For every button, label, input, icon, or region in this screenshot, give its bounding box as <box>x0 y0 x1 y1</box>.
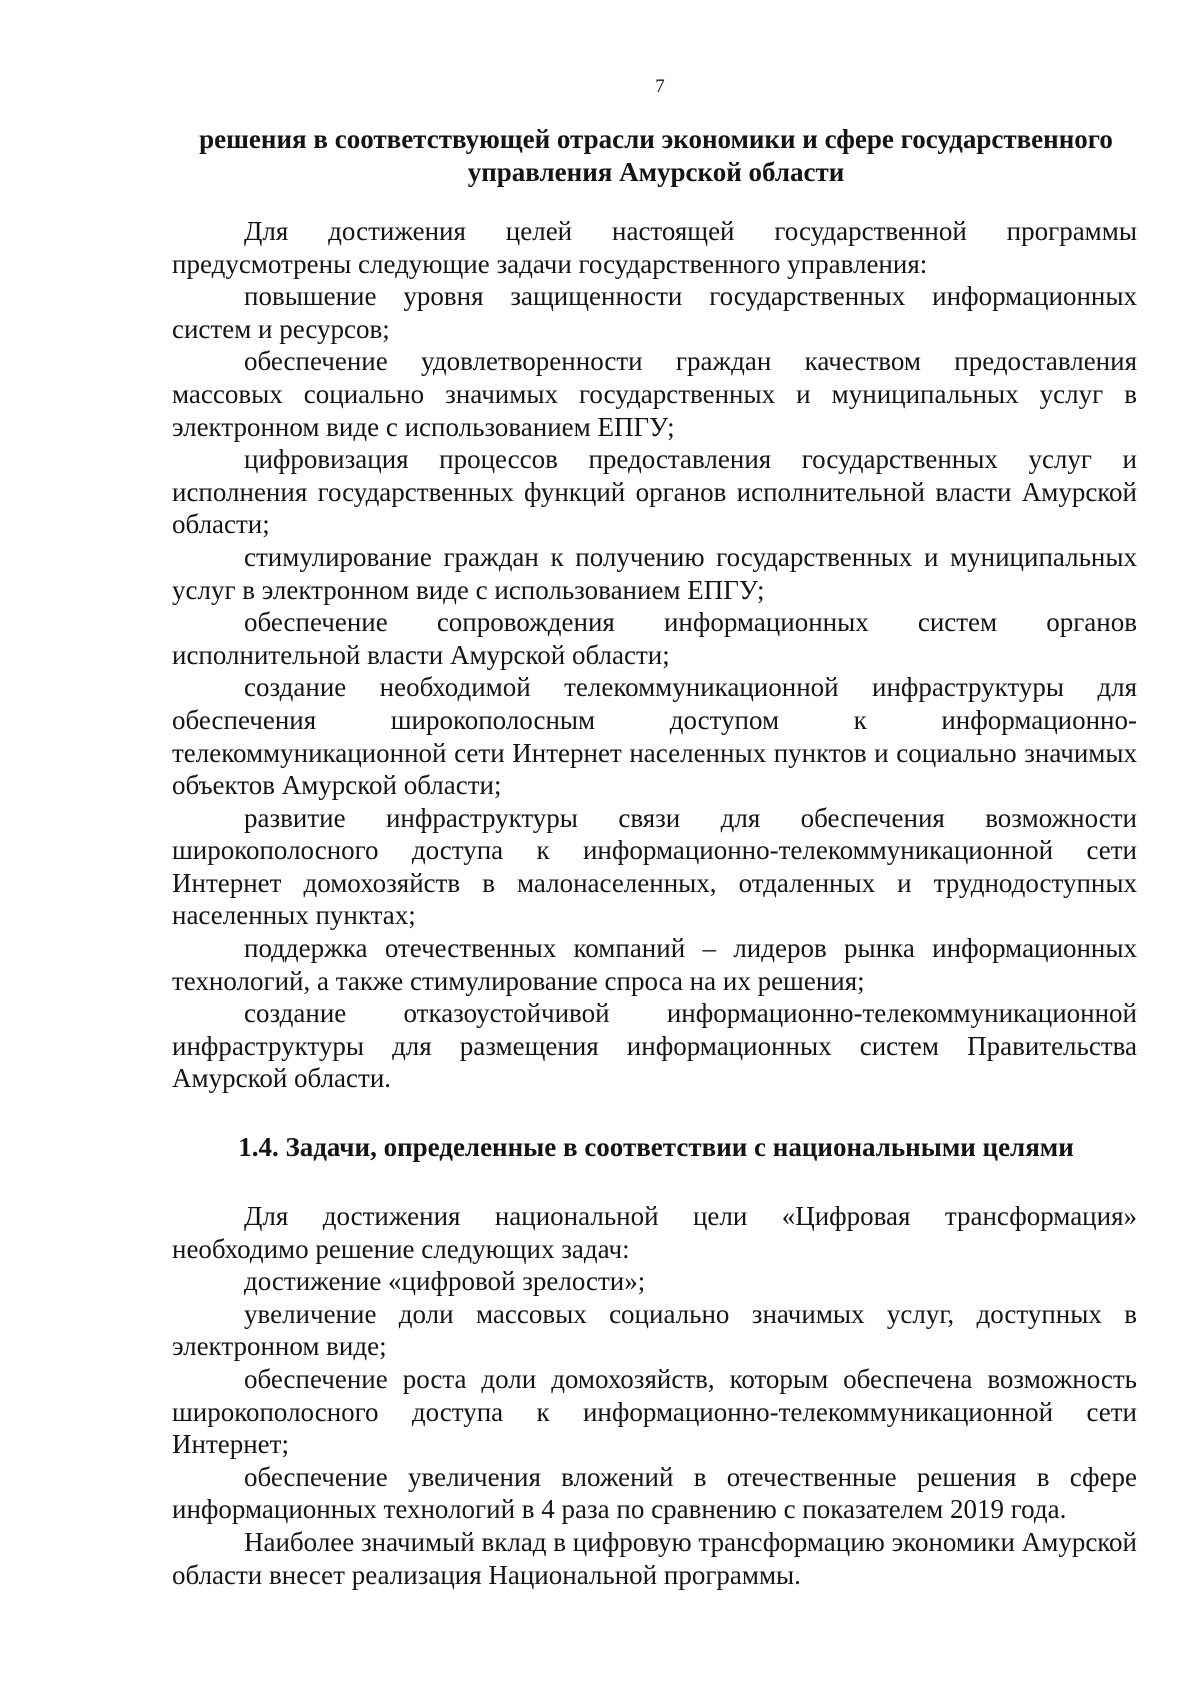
paragraph: увеличение доли массовых социально значимых услуг, доступных в электронном виде; <box>172 1298 1137 1362</box>
paragraph: развитие инфраструктуры связи для обеспечения возможности широкополосного доступа к информационно-телекоммуникационной сети Интернет домохозяйств в малонаселенных, отдаленных и труднодоступных населенных пунктах; <box>172 802 1137 931</box>
paragraph: создание отказоустойчивой информационно-телекоммуникационной инфраструктуры для размещения информационных систем Правительства Амурской области. <box>172 998 1137 1094</box>
paragraph: стимулирование граждан к получению государственных и муниципальных услуг в электронном виде с использованием ЕПГУ; <box>172 541 1137 605</box>
paragraph: повышение уровня защищенности государственных информационных систем и ресурсов; <box>172 281 1137 344</box>
paragraph: Для достижения целей настоящей государственной программы предусмотрены следующие задачи государственного управления: <box>172 216 1137 279</box>
paragraph: Для достижения национальной цели «Цифровая трансформация» необходимо решение следующих задач: <box>172 1201 1137 1264</box>
section-body-state-management <box>172 215 1137 1095</box>
paragraph: обеспечение увеличения вложений в отечественные решения в сфере информационных технологий в 4 раза по сравнению с показателем 2019 года. <box>172 1461 1137 1525</box>
paragraph: цифровизация процессов предоставления государственных услуг и исполнения государственных функций органов исполнительной власти Амурской области; <box>172 444 1137 540</box>
paragraph: достижение «цифровой зрелости»; <box>244 1266 646 1297</box>
paragraph: Наиболее значимый вклад в цифровую трансформацию экономики Амурской области внесет реализация Национальной программы. <box>172 1526 1137 1590</box>
section-heading-national-goals: 1.4. Задачи, определенные в соответствии с национальными целями <box>238 1132 1074 1162</box>
page-number: 7 <box>655 76 665 97</box>
paragraph: обеспечение сопровождения информационных систем органов исполнительной власти Амурской области; <box>172 607 1137 670</box>
section-heading-state-management: решения в соответствующей отрасли экономики и сфере государственного управления Амурской области <box>199 124 1113 187</box>
section-body-national-goals <box>172 1200 1137 1591</box>
paragraph: поддержка отечественных компаний – лидеров рынка информационных технологий, а также стимулирование спроса на их решения; <box>172 933 1137 996</box>
paragraph: обеспечение удовлетворенности граждан качеством предоставления массовых социально значимых государственных и муниципальных услуг в электронном виде с использованием ЕПГУ; <box>172 346 1137 442</box>
paragraph: создание необходимой телекоммуникационной инфраструктуры для обеспечения широкополосным доступом к информационно-телекоммуникационной сети Интернет населенных пунктов и социально значимых объектов Амурской области; <box>172 672 1137 801</box>
paragraph: обеспечение роста доли домохозяйств, которым обеспечена возможность широкополосного доступа к информационно-телекоммуникационной сети Интернет; <box>172 1363 1137 1460</box>
